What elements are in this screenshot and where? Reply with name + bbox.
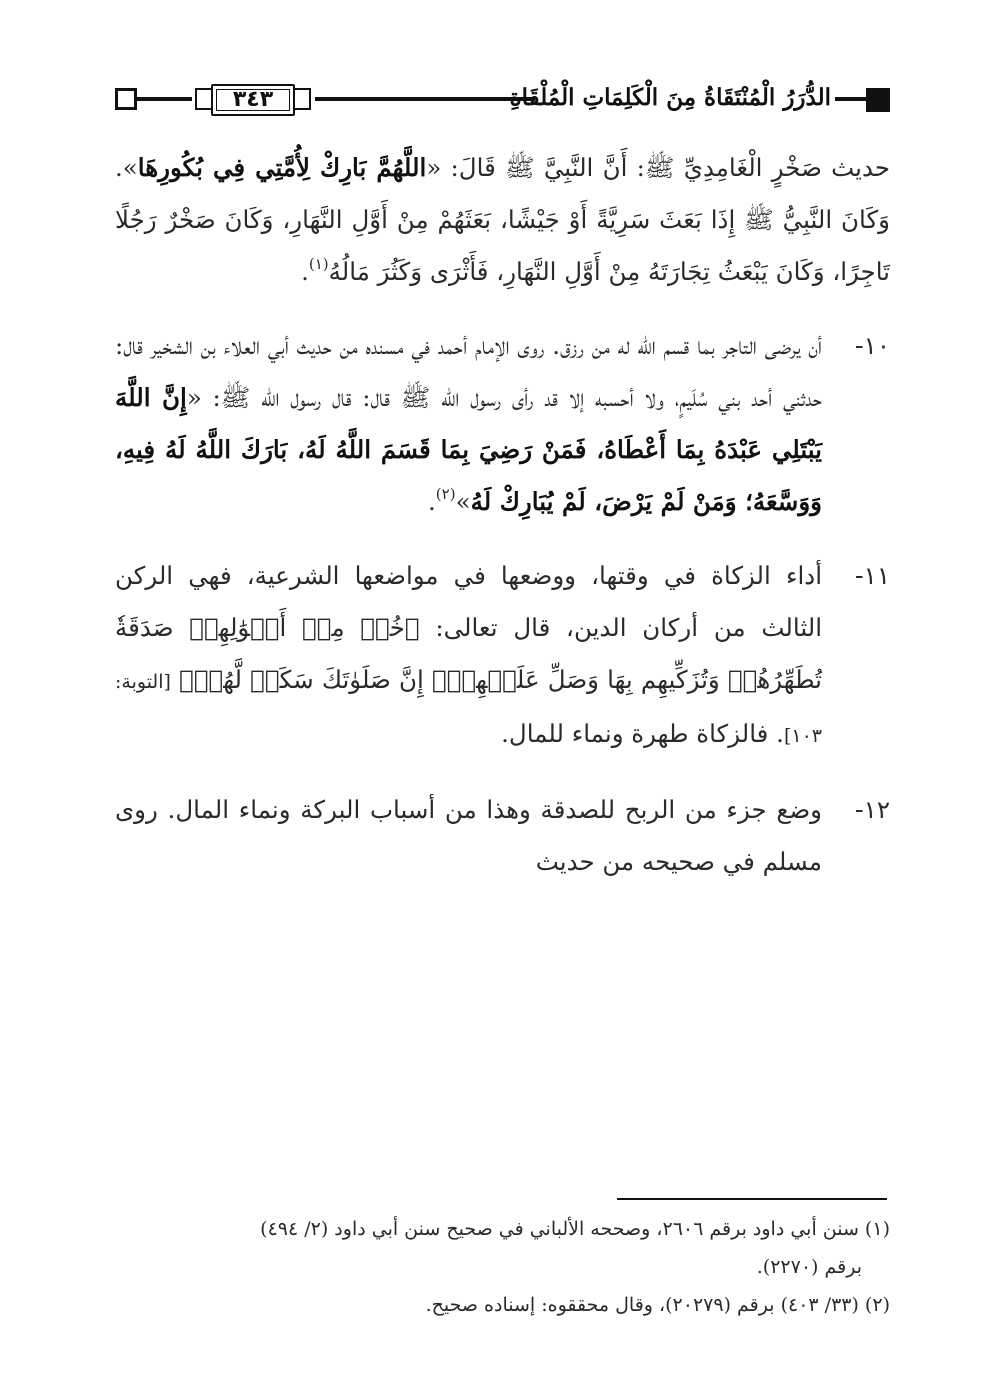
item-number: ١٠- [854, 331, 890, 360]
item-text-end: . [428, 487, 436, 516]
frame-ornament-left [195, 88, 211, 110]
page-number: ٣٤٣ [232, 87, 274, 112]
item-number: ١٢- [854, 795, 890, 824]
item-text-part: . فالزكاة طهرة ونماء للمال. [501, 719, 784, 748]
footnote-1: (١) سنن أبي داود برقم ٢٦٠٦، وصححه الألباني في صحيح سنن أبي داود (٢/ ٤٩٤) [260, 1218, 890, 1240]
header-ornament-square-left [115, 88, 137, 110]
footnote-ref: (٢) [435, 484, 456, 503]
intro-paragraph [115, 142, 890, 298]
intro-text: ». وَكَانَ النَّبِيُّ ﷺ إِذَا بَعَثَ سَرِيَّةً أَوْ جَيْشًا، بَعَثَهُمْ مِنْ أَوَّلِ النَّهَارِ، وَكَانَ صَخْرٌ رَجُلًا تَاجِرًا، وَكَانَ يَبْعَثُ تِجَارَتَهُ مِنْ أَوَّلِ النَّهَارِ، فَأَثْرَى وَكَثُرَ مَالُهُ [115, 153, 890, 286]
intro-text: حديث صَخْرٍ الْغَامِدِيِّ ﷺ: أَنَّ النَّبِيَّ ﷺ قَالَ: « [426, 153, 891, 182]
hadith-quote: إِنَّ اللَّهَ يَبْتَلِي عَبْدَهُ بِمَا أَعْطَاهُ، فَمَنْ رَضِيَ بِمَا قَسَمَ اللَّهُ لَهُ، بَارَكَ اللَّهُ لَهُ فِيهِ، وَوَسَّعَهُ؛ وَمَنْ لَمْ يَرْضَ، لَمْ يُبَارِكْ لَهُ [115, 383, 822, 516]
quran-verse: خُذۡ مِنۡ أَمۡوَٰلِهِمۡ صَدَقَةٗ تُطَهِّرُهُمۡ وَتُزَكِّيهِم بِهَا وَصَلِّ عَلَيۡهِمۡۖ إِنَّ صَلَوٰتَكَ سَكَنٞ لَّهُمۡ [115, 613, 822, 694]
book-title: الدُّرَرُ الْمُنْتَقَاةُ مِنَ الْكَلِمَاتِ الْمُلْقَاةِ [509, 84, 831, 111]
list-item-12 [115, 784, 890, 888]
page-number-frame [193, 82, 313, 118]
item-text-part: أن يرضى التاجر بما قسم الله له من رزق. روى الإمام أحمد في مسنده من حديث أبي العلاء بن الشخير قال: حدثني أحد بني سُلَيمٍ، ولا أحسبه إلا قد رأى رسول الله ﷺ قال: قال رسول الله ﷺ: « [115, 331, 822, 412]
footnote-2: (٢) (٣٣/ ٤٠٣) برقم (٢٠٢٧٩)، وقال محققوه: إسناده صحيح. [425, 1294, 890, 1316]
intro-end: . [301, 257, 309, 286]
frame-ornament-right [295, 88, 311, 110]
page-body [115, 140, 890, 888]
header-rule [137, 97, 192, 101]
footnote-ref: (١) [308, 254, 329, 273]
list-item-11 [115, 550, 890, 762]
item-number: ١١- [854, 561, 890, 590]
footnotes [115, 1210, 890, 1324]
page-header [115, 82, 890, 122]
header-rule [835, 97, 868, 101]
verse-citation: [التوبة: ١٠٣] [115, 671, 822, 747]
item-text [115, 320, 822, 528]
item-text-part: ﴾ [179, 665, 194, 694]
hadith-quote: اللَّهُمَّ بَارِكْ لِأُمَّتِي فِي بُكُورِهَا [137, 153, 427, 182]
footnote-separator [617, 1198, 887, 1200]
item-text [115, 550, 822, 762]
header-ornament-square-right [866, 88, 890, 112]
footnote-1-continued: برقم (٢٢٧٠). [756, 1256, 862, 1278]
item-text-part: أداء الزكاة في وقتها، ووضعها في مواضعها الشرعية، فهي الركن الثالث من أركان الدين، قال تعالى: ﴿ [115, 561, 822, 642]
item-text: وضع جزء من الربح للصدقة وهذا من أسباب البركة ونماء المال. روى مسلم في صحيحه من حديث [115, 795, 822, 876]
header-rule [315, 97, 535, 101]
list-item-10 [115, 320, 890, 528]
item-text-part: » [455, 487, 471, 516]
